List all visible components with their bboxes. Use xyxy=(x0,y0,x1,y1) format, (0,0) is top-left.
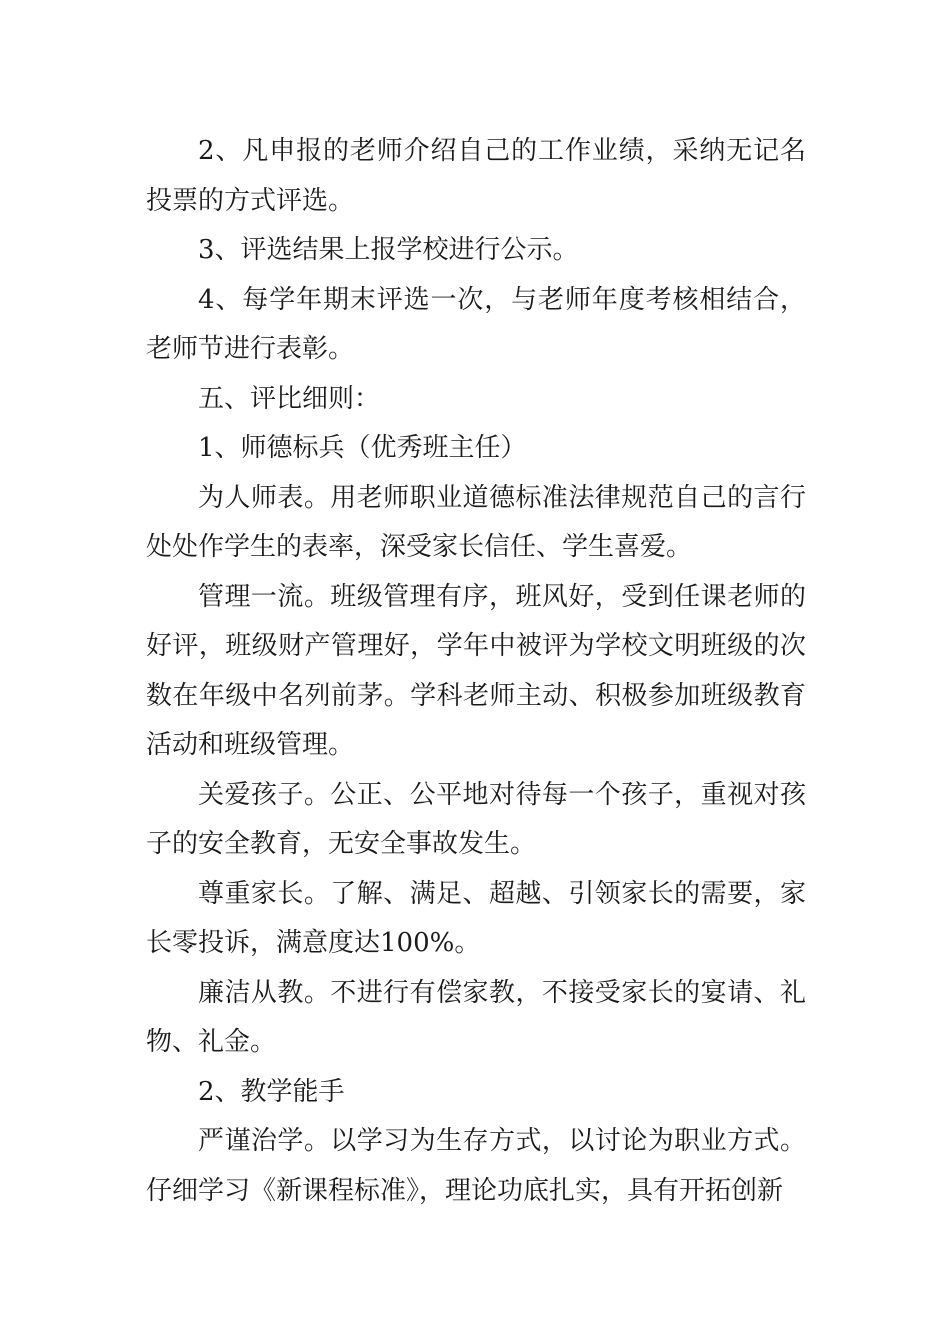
paragraph-rigorous-study: 严谨治学。以学习为生存方式，以讨论为职业方式。仔细学习《新课程标准》，理论功底扎实，具有开拓创新 xyxy=(146,1126,806,1206)
paragraph-rule-3: 3、评选结果上报学校进行公示。 xyxy=(198,235,579,265)
paragraph-rule-2: 2、凡申报的老师介绍自己的工作业绩，采纳无记名投票的方式评选。 xyxy=(146,136,806,216)
paragraph-integrity: 廉洁从教。不进行有偿家教，不接受家长的宴请、礼物、礼金。 xyxy=(146,977,806,1057)
document-body xyxy=(146,127,806,1216)
subheading-model-teacher: 1、师德标兵（优秀班主任） xyxy=(198,433,527,463)
paragraph-management: 管理一流。班级管理有序，班风好，受到任课老师的好评，班级财产管理好，学年中被评为学校文明班级的次数在年级中名列前茅。学科老师主动、积极参加班级教育活动和班级管理。 xyxy=(146,581,806,760)
paragraph-rule-4: 4、每学年期末评选一次，与老师年度考核相结合，老师节进行表彰。 xyxy=(146,284,806,364)
paragraph-care-children: 关爱孩子。公正、公平地对待每一个孩子，重视对孩子的安全教育，无安全事故发生。 xyxy=(146,779,806,859)
paragraph-role-model: 为人师表。用老师职业道德标准法律规范自己的言行处处作学生的表率，深受家长信任、学生喜爱。 xyxy=(146,482,806,562)
paragraph-respect-parents: 尊重家长。了解、满足、超越、引领家长的需要，家长零投诉，满意度达100%。 xyxy=(146,878,806,958)
subheading-teaching-expert: 2、教学能手 xyxy=(198,1076,345,1107)
section-heading-criteria: 五、评比细则： xyxy=(198,383,381,414)
